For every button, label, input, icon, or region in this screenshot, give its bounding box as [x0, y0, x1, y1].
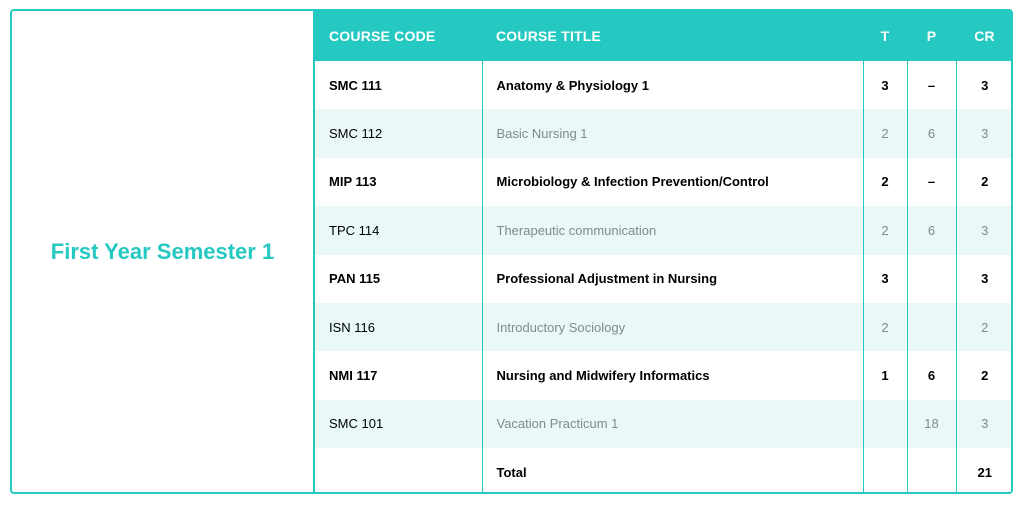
- course-title: Introductory Sociology: [482, 303, 863, 351]
- practical-hours: 6: [907, 109, 956, 157]
- theory-hours: 3: [863, 61, 907, 109]
- table-row: [315, 351, 1013, 399]
- credits: 3: [956, 255, 1013, 303]
- practical-hours: –: [907, 61, 956, 109]
- practical-hours: –: [907, 158, 956, 206]
- course-title: Therapeutic communication: [482, 206, 863, 254]
- credits: 2: [956, 303, 1013, 351]
- course-code: TPC 114: [315, 206, 482, 254]
- total-code-cell: [315, 448, 482, 494]
- theory-hours: 2: [863, 158, 907, 206]
- credits: 2: [956, 158, 1013, 206]
- total-credits: 21: [956, 448, 1013, 494]
- practical-hours: [907, 255, 956, 303]
- course-table: [315, 11, 1013, 494]
- total-row: [315, 448, 1013, 494]
- course-code: NMI 117: [315, 351, 482, 399]
- table-row: [315, 61, 1013, 109]
- theory-hours: 3: [863, 255, 907, 303]
- credits: 3: [956, 61, 1013, 109]
- theory-hours: [863, 400, 907, 448]
- course-title: Anatomy & Physiology 1: [482, 61, 863, 109]
- course-title: Professional Adjustment in Nursing: [482, 255, 863, 303]
- table-row: [315, 206, 1013, 254]
- credits: 3: [956, 109, 1013, 157]
- practical-hours: 6: [907, 206, 956, 254]
- theory-hours: 2: [863, 109, 907, 157]
- table-row: [315, 158, 1013, 206]
- total-p-cell: [907, 448, 956, 494]
- course-title: Basic Nursing 1: [482, 109, 863, 157]
- course-code: PAN 115: [315, 255, 482, 303]
- course-code: MIP 113: [315, 158, 482, 206]
- header-course-code: COURSE CODE: [329, 28, 436, 44]
- header-p: P: [926, 28, 937, 44]
- total-label: Total: [482, 448, 863, 494]
- course-title: Microbiology & Infection Prevention/Control: [482, 158, 863, 206]
- table-row: [315, 255, 1013, 303]
- course-code: SMC 101: [315, 400, 482, 448]
- table-row: [315, 109, 1013, 157]
- semester-panel: [12, 11, 315, 492]
- table-row: [315, 303, 1013, 351]
- course-code: SMC 112: [315, 109, 482, 157]
- credits: 3: [956, 206, 1013, 254]
- theory-hours: 2: [863, 303, 907, 351]
- table-row: [315, 400, 1013, 448]
- credits: 2: [956, 351, 1013, 399]
- semester-heading: First Year Semester 1: [50, 238, 275, 264]
- table-header-row: [315, 11, 1013, 61]
- practical-hours: 6: [907, 351, 956, 399]
- credits: 3: [956, 400, 1013, 448]
- header-course-title: COURSE TITLE: [496, 28, 602, 44]
- theory-hours: 2: [863, 206, 907, 254]
- theory-hours: 1: [863, 351, 907, 399]
- total-t-cell: [863, 448, 907, 494]
- course-title: Vacation Practicum 1: [482, 400, 863, 448]
- course-title: Nursing and Midwifery Informatics: [482, 351, 863, 399]
- course-code: ISN 116: [315, 303, 482, 351]
- header-cr: CR: [974, 28, 995, 44]
- practical-hours: [907, 303, 956, 351]
- practical-hours: 18: [907, 400, 956, 448]
- header-t: T: [880, 28, 890, 44]
- curriculum-card: [10, 9, 1013, 494]
- course-code: SMC 111: [315, 61, 482, 109]
